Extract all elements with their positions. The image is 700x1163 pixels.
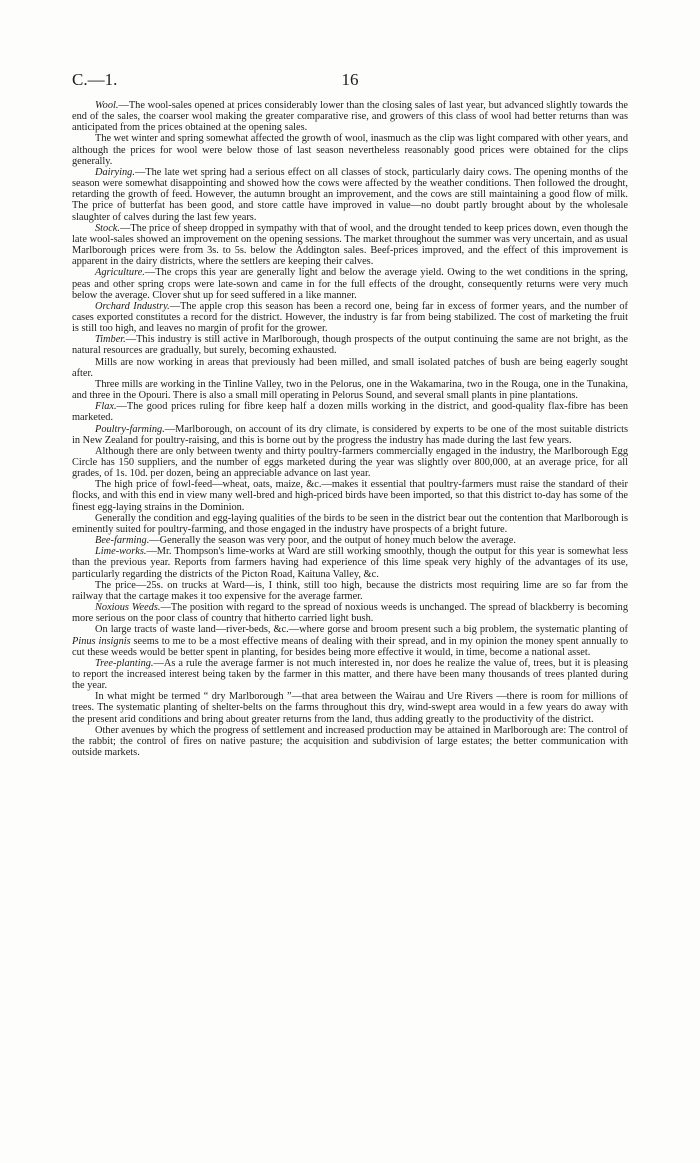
- body-text: [72, 100, 628, 758]
- paragraph-timber: Timber.—This industry is still active in Marlborough, though prospects of the output continuing the same are not bright, as the natural resources are gradually, but surely, becoming exhausted.: [72, 334, 628, 357]
- paragraph-flax: Flax.—The good prices ruling for fibre keep half a dozen mills working in the district, and good-quality flax-fibre has been marketed.: [72, 401, 628, 424]
- page-header: [72, 70, 628, 94]
- paragraph: The wet winter and spring somewhat affected the growth of wool, inasmuch as the clip was light compared with other years, and although the prices for wool were below those of last season nevertheless reasonably good prices were obtained for the clips generally.: [72, 133, 628, 167]
- species-name: Pinus insignis: [72, 635, 131, 647]
- heading-dairying: Dairying.: [95, 166, 135, 178]
- page-number: 16: [341, 70, 359, 89]
- heading-tree-planting: Tree-planting.: [95, 657, 154, 669]
- paragraph: On large tracts of waste land—river-beds, &c.—where gorse and broom present such a big problem, the systematic planting of Pinus insignis seems to me to be a most effective means of dealing with their spread, and in my opinion the money spent annually to cut these weeds would be better spent in planting, for besides being more effective it would, in time, become a national asset.: [72, 624, 628, 658]
- heading-wool: Wool.: [95, 100, 119, 111]
- paragraph-agriculture: Agriculture.—The crops this year are generally light and below the average yield. Owing to the wet conditions in the spring, peas and other spring crops were late-sown and came in for the full effects of the drought, consequently returns were very much below the average. Clover shut up for seed suffered in a like manner.: [72, 267, 628, 301]
- heading-poultry: Poultry-farming.: [95, 423, 165, 435]
- heading-stock: Stock.: [95, 222, 120, 234]
- paragraph: The price—25s. on trucks at Ward—is, I think, still too high, because the districts most requiring lime are so far from the railway that the cartage makes it too expensive for the average farmer.: [72, 579, 628, 602]
- document-reference: C.—1.: [72, 70, 118, 89]
- heading-timber: Timber.: [95, 334, 126, 346]
- heading-flax: Flax.: [95, 401, 117, 413]
- paragraph: In what might be termed “ dry Marlborough ”—that area between the Wairau and Ure Rivers —there is room for millions of trees. The systematic planting of shelter-belts on the farms throughout this dry, wind-swept area would in a few years do away with the present arid conditions and bring about greater returns from the land, thus adding greatly to the productivity of the district.: [72, 691, 628, 725]
- paragraph: Other avenues by which the progress of settlement and increased production may be attained in Marlborough are: The control of the rabbit; the control of fires on native pasture; the acquisition and subdivision of large estates; the better communication with outside markets.: [72, 724, 628, 759]
- paragraph: The high price of fowl-feed—wheat, oats, maize, &c.—makes it essential that poultry-farmers must raise the standard of their flocks, and with this end in view many well-bred and high-priced birds have been imported, so that this district to-day has some of the finest egg-laying strains in the Dominion.: [72, 479, 628, 513]
- paragraph: Mills are now working in areas that previously had been milled, and small isolated patches of bush are being eagerly sought after.: [72, 356, 628, 379]
- paragraph-noxious-weeds: Noxious Weeds.—The position with regard to the spread of noxious weeds is unchanged. The spread of blackberry is becoming more serious on the poor class of country that hitherto carried light bush.: [72, 602, 628, 625]
- heading-agriculture: Agriculture.: [95, 267, 145, 279]
- paragraph-stock: Stock.—The price of sheep dropped in sympathy with that of wool, and the drought tended to keep prices down, even though the late wool-sales showed an improvement on the opening sessions. The market throughout the summer was very uncertain, and as usual Marlborough prices were from 3s. to 5s. below the Addington sales. Beef-prices improved, and the effect of this improvement is apparent in the dairy districts, where the settlers are keeping their calves.: [72, 222, 628, 268]
- paragraph: Generally the condition and egg-laying qualities of the birds to be seen in the district bear out the contention that Marlborough is eminently suited for poultry-farming, and those engaged in the industry have prospects of a bright future.: [72, 512, 628, 535]
- paragraph: Three mills are working in the Tinline Valley, two in the Pelorus, one in the Wakamarina, two in the Rouga, one in the Tunakina, and three in the Opouri. There is also a small mill operating in Pelorus Sound, and several small plants in pine plantations.: [72, 378, 628, 402]
- paragraph-poultry: Poultry-farming.—Marlborough, on account of its dry climate, is considered by experts to be one of the most suitable districts in New Zealand for poultry-raising, and this is borne out by the progress the industry has made during the last few years.: [72, 423, 628, 446]
- heading-orchard: Orchard Industry.: [95, 300, 170, 312]
- paragraph-wool: Wool.—The wool-sales opened at prices considerably lower than the closing sales of last year, but advanced slightly towards the end of the sales, the coarser wool making the greater comparative rise, and growers of this class of wool had better returns than was anticipated from the prices obtained at the opening sales.: [72, 100, 628, 134]
- paragraph-dairying: Dairying.—The late wet spring had a serious effect on all classes of stock, particularly dairy cows. The opening months of the season were somewhat disappointing and showed how the cows were affected by the weather conditions. Then followed the drought, retarding the growth of feed. However, the autumn brought an improvement, and the cows are still maintaining a good flow of milk. The price of butterfat has been good, and store cattle have improved in value—no doubt partly brought about by the wholesale slaughter of calves during the last few years.: [72, 166, 628, 223]
- heading-bee-farming: Bee-farming.: [95, 535, 150, 547]
- paragraph: Although there are only between twenty and thirty poultry-farmers commercially engaged in the industry, the Marlborough Egg Circle has 150 suppliers, and the number of eggs marketed during the year was slightly over 800,000, at an average price, for all grades, of 1s. 10d. per dozen, being an appreciable advance on last year.: [72, 445, 628, 480]
- heading-noxious-weeds: Noxious Weeds.: [95, 602, 161, 614]
- paragraph-bee-farming: Bee-farming.—Generally the season was very poor, and the output of honey much below the average.: [95, 535, 516, 547]
- heading-lime-works: Lime-works.: [95, 546, 147, 558]
- paragraph-lime-works: Lime-works.—Mr. Thompson's lime-works at Ward are still working smoothly, though the output for this year is somewhat less than the previous year. Reports from farmers having had experience of this lime speak very highly of the advantages of its use, particularly regarding the districts of the Picton Road, Kaituna Valley, &c.: [72, 546, 628, 580]
- paragraph-orchard: Orchard Industry.—The apple crop this season has been a record one, being far in excess of former years, and the number of cases exported constitutes a record for the district. However, the industry is far from being stabilized. The cost of marketing the fruit is still too high, and leaves no margin of profit for the grower.: [72, 300, 628, 335]
- paragraph-tree-planting: Tree-planting.—As a rule the average farmer is not much interested in, nor does he realize the value of, trees, but it is pleasing to report the increased interest being taken by the farmer in this matter, and there have been many thousands of trees planted during the year.: [72, 657, 628, 692]
